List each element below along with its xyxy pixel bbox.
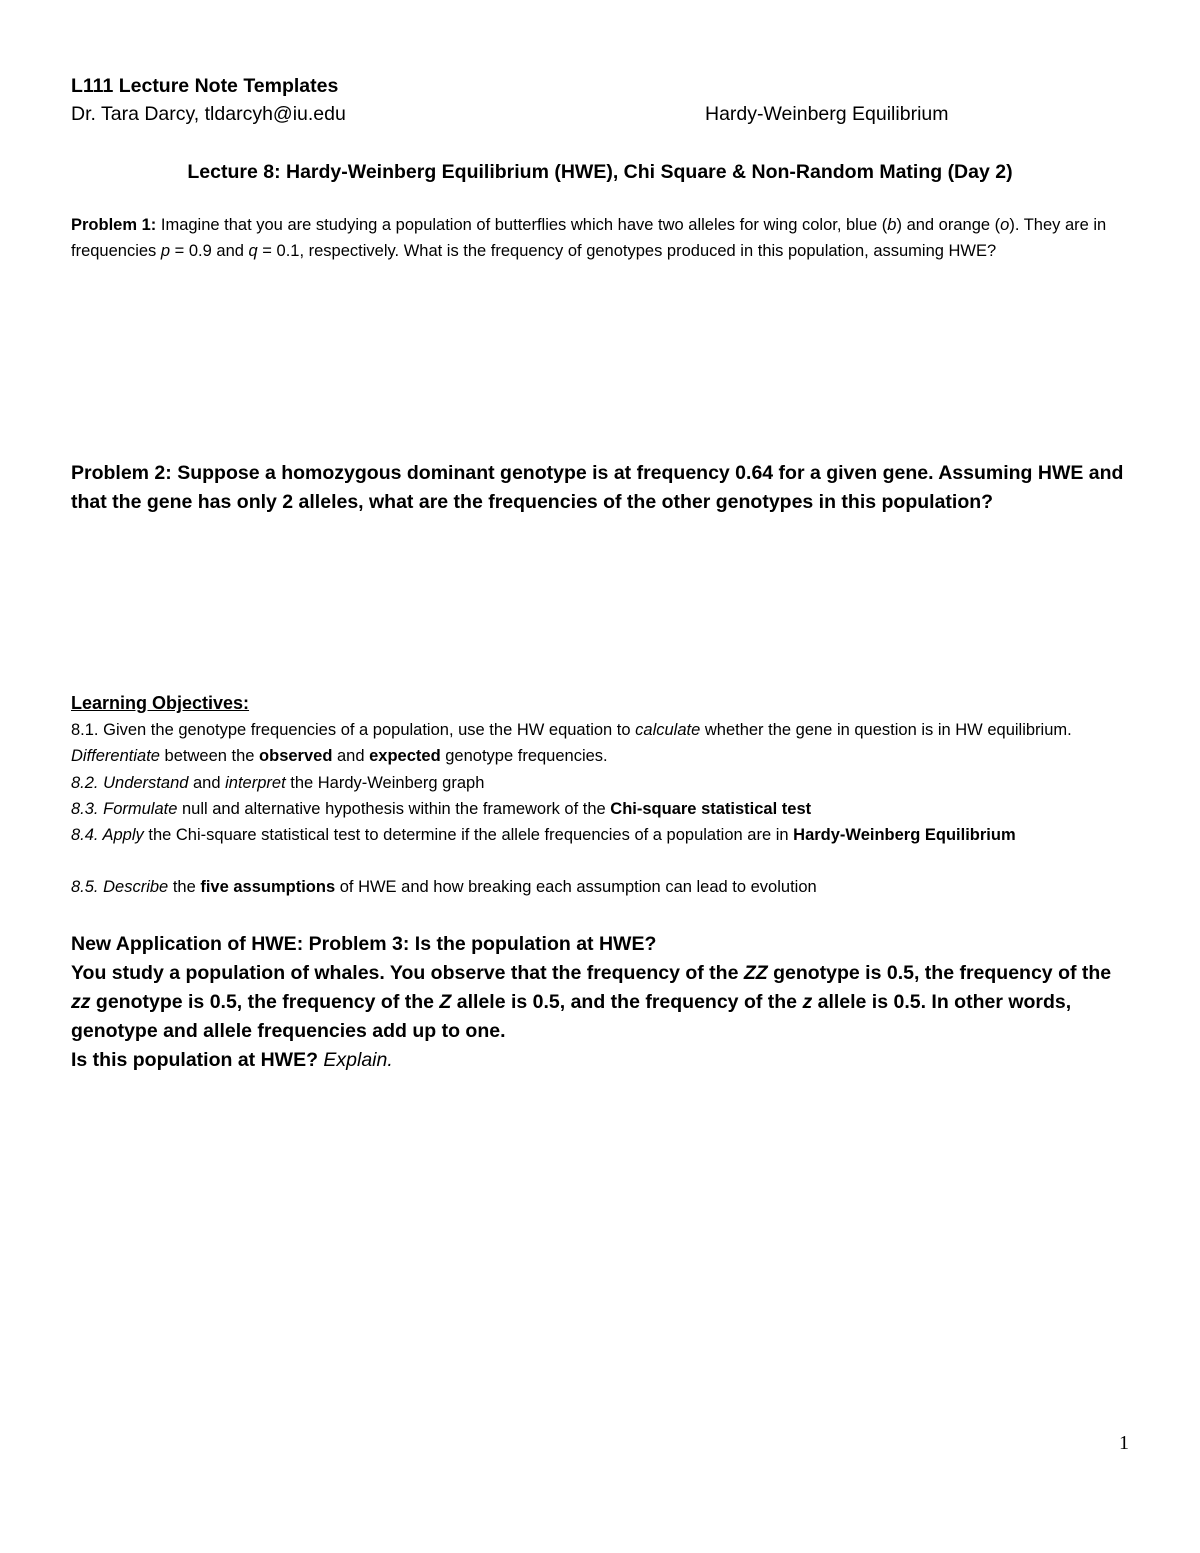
objective-8-3: 8.3. Formulate null and alternative hypothesis within the framework of the Chi-square statistical test bbox=[71, 800, 812, 818]
instructor-line: Dr. Tara Darcy, tldarcyh@iu.edu bbox=[71, 103, 346, 125]
problem-3-body: You study a population of whales. You observe that the frequency of the ZZ genotype is 0.5, the frequency of the zz genotype is 0.5, the frequency of the Z allele is 0.5, and the frequency of the z allele is 0.5. In other words, genotype and allele frequencies add up to one. bbox=[71, 962, 1112, 1042]
problem-3-heading: New Application of HWE: Problem 3: Is the population at HWE? bbox=[71, 933, 657, 955]
page-number: 1 bbox=[1119, 1432, 1129, 1454]
objective-8-2: 8.2. Understand and interpret the Hardy-Weinberg graph bbox=[71, 774, 485, 792]
problem-2-label: Problem 2: bbox=[71, 462, 172, 484]
objective-8-4: 8.4. Apply the Chi-square statistical test to determine if the allele frequencies of a population are in Hardy-Weinberg Equilibrium bbox=[71, 826, 1016, 844]
problem-3-question: Is this population at HWE? Explain. bbox=[71, 1049, 393, 1071]
course-title: L111 Lecture Note Templates bbox=[71, 75, 339, 97]
problem-1: Problem 1: Imagine that you are studying a population of butterflies which have two alleles for wing color, blue (b) and orange (o). They are in frequencies p = 0.9 and q = 0.1, respectively. What is the frequency of genotypes produced in this population, assuming HWE? bbox=[71, 216, 1107, 260]
objective-8-1: 8.1. Given the genotype frequencies of a population, use the HW equation to calculate whether the gene in question is in HW equilibrium. Differentiate between the observed and expected genotype frequencies. bbox=[71, 721, 1072, 765]
learning-objectives-heading: Learning Objectives: bbox=[71, 693, 250, 713]
problem-1-label: Problem 1: bbox=[71, 216, 157, 234]
objective-8-5: 8.5. Describe the five assumptions of HWE and how breaking each assumption can lead to evolution bbox=[71, 878, 817, 896]
topic-label: Hardy-Weinberg Equilibrium bbox=[705, 103, 949, 125]
lecture-title: Lecture 8: Hardy-Weinberg Equilibrium (HWE), Chi Square & Non-Random Mating (Day 2) bbox=[187, 161, 1013, 183]
problem-2: Problem 2: Suppose a homozygous dominant genotype is at frequency 0.64 for a given gene. Assuming HWE and that the gene has only 2 alleles, what are the frequencies of the other genotypes in this population? bbox=[71, 462, 1124, 513]
